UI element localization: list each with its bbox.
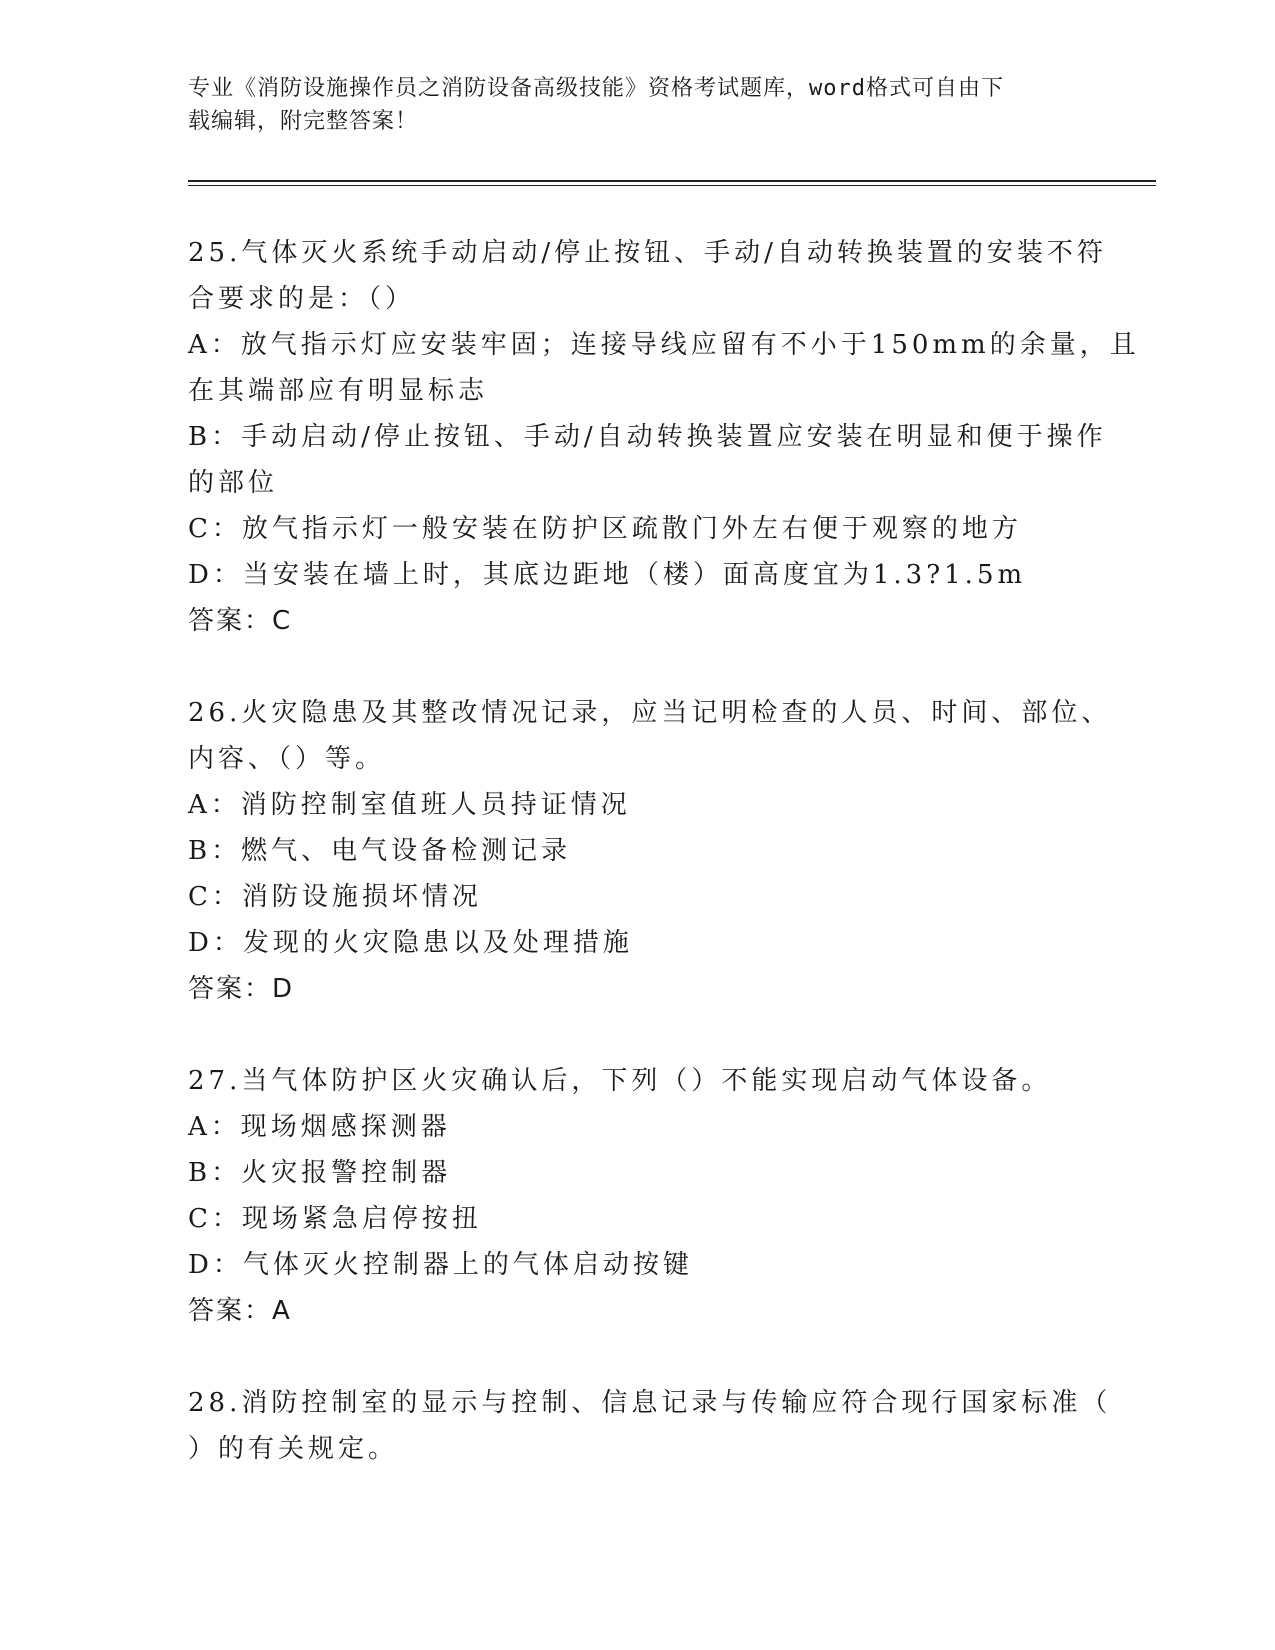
option-d-line: D：当安装在墙上时，其底边距地（楼）面高度宜为1.3?1.5m xyxy=(188,560,1027,590)
question-stem-line: 28.消防控制室的显示与控制、信息记录与传输应符合现行国家标准（ xyxy=(188,1388,1112,1418)
option-a-line: A：现场烟感探测器 xyxy=(188,1112,451,1142)
answer-line: 答案：A xyxy=(188,1296,292,1326)
question-stem-line: ）的有关规定。 xyxy=(188,1434,399,1464)
header-line-2: 载编辑，附完整答案！ xyxy=(188,109,419,134)
header-line-1: 专业《消防设施操作员之消防设备高级技能》资格考试题库，word格式可自由下 xyxy=(188,76,1004,101)
option-a-line: A：消防控制室值班人员持证情况 xyxy=(188,790,631,820)
option-b-line: B：火灾报警控制器 xyxy=(188,1158,452,1188)
question-25 xyxy=(188,230,1140,644)
option-c-line: C：消防设施损坏情况 xyxy=(188,882,482,912)
answer-line: 答案：D xyxy=(188,974,295,1004)
question-list xyxy=(188,230,1140,1518)
question-stem-line: 合要求的是：（） xyxy=(188,284,416,314)
question-stem-line: 26.火灾隐患及其整改情况记录，应当记明检查的人员、时间、部位、 xyxy=(188,698,1112,728)
question-stem-line: 25.气体灭火系统手动启动/停止按钮、手动/自动转换装置的安装不符 xyxy=(188,238,1107,268)
document-header xyxy=(188,72,1088,138)
header-divider-thin xyxy=(188,185,1156,186)
option-d-line: D：发现的火灾隐患以及处理措施 xyxy=(188,928,633,958)
header-divider-thick xyxy=(188,180,1156,182)
option-a-line: A：放气指示灯应安装牢固；连接导线应留有不小于150mm的余量，且 xyxy=(188,330,1140,360)
question-stem-line: 内容、（）等。 xyxy=(188,744,386,774)
answer-line: 答案：C xyxy=(188,606,293,636)
question-27 xyxy=(188,1058,1088,1334)
question-28 xyxy=(188,1380,1112,1472)
option-b-line: B：手动启动/停止按钮、手动/自动转换装置应安装在明显和便于操作 xyxy=(188,422,1107,452)
question-stem-line: 27.当气体防护区火灾确认后，下列（）不能实现启动气体设备。 xyxy=(188,1066,1052,1096)
option-a-line: 在其端部应有明显标志 xyxy=(188,376,489,406)
option-c-line: C：放气指示灯一般安装在防护区疏散门外左右便于观察的地方 xyxy=(188,514,1022,544)
option-b-line: 的部位 xyxy=(188,468,279,498)
option-b-line: B：燃气、电气设备检测记录 xyxy=(188,836,572,866)
option-c-line: C：现场紧急启停按扭 xyxy=(188,1204,482,1234)
option-d-line: D：气体灭火控制器上的气体启动按键 xyxy=(188,1250,693,1280)
question-26 xyxy=(188,690,1112,1012)
